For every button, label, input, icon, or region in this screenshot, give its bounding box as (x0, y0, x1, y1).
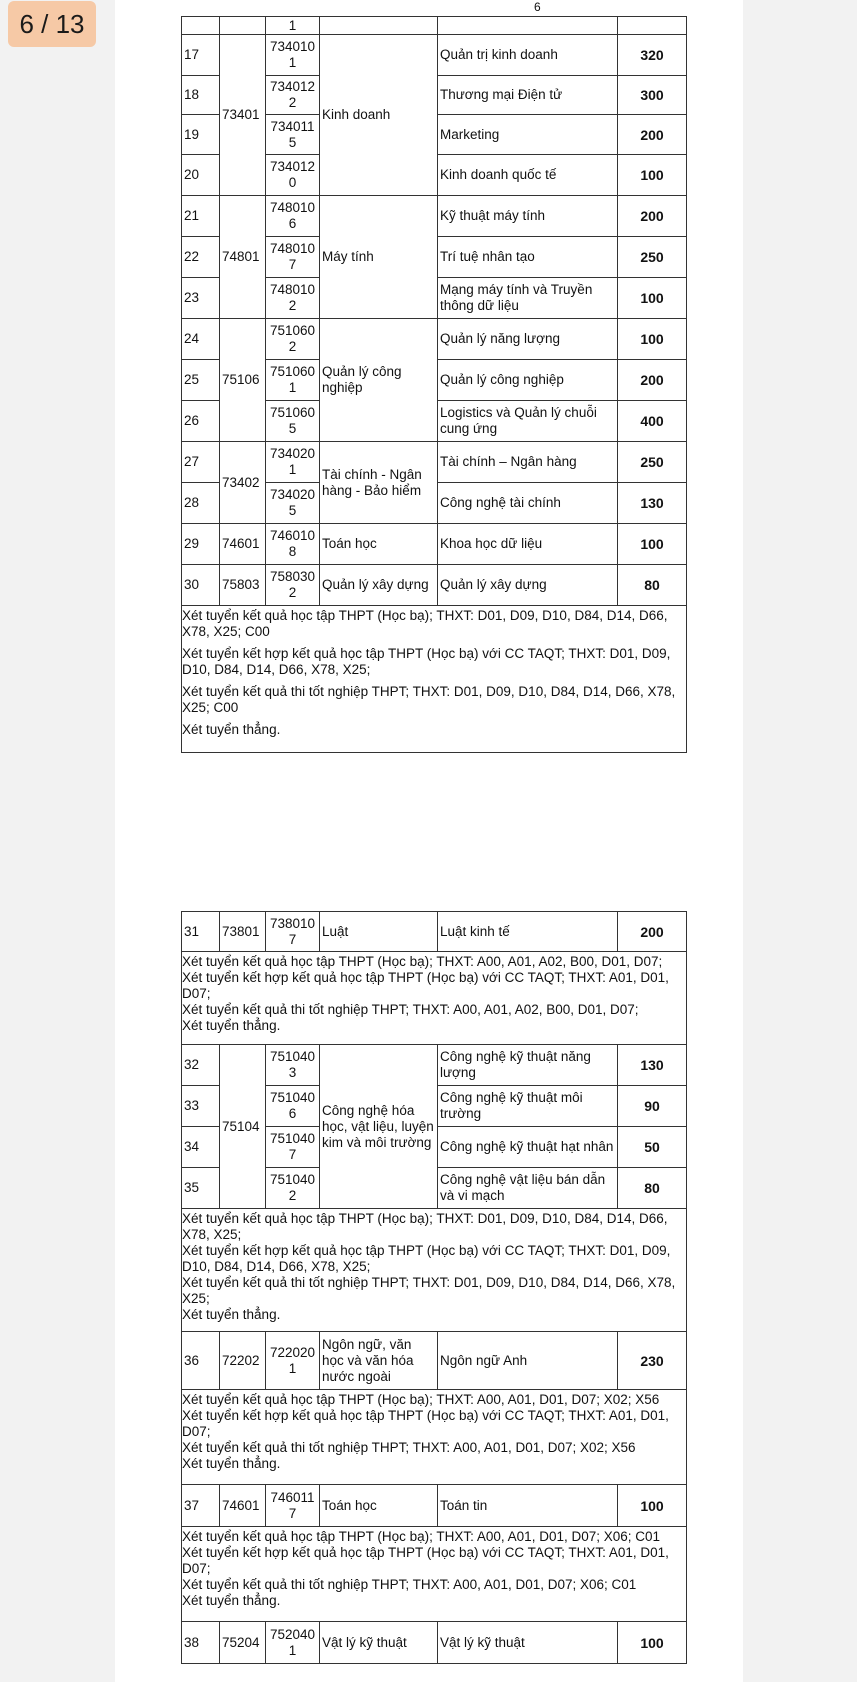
major-code: 746011 7 (266, 1485, 320, 1527)
program-name: Logistics và Quản lý chuỗi cung ứng (438, 401, 618, 442)
program-name: Kinh doanh quốc tế (438, 155, 618, 196)
major-code: 752040 1 (266, 1622, 320, 1664)
row-stt: 35 (182, 1168, 220, 1209)
program-name: Khoa học dữ liệu (438, 524, 618, 565)
program-name: Vật lý kỹ thuật (438, 1622, 618, 1664)
quota: 200 (618, 115, 687, 155)
quota: 400 (618, 401, 687, 442)
admission-methods-note: Xét tuyển kết quả học tập THPT (Học bạ); THXT: A00, A01, D01, D07; X06; C01 Xét tuyển kết hợp kết quả học tập THPT (Học bạ) với CC TAQT; THXT: A01, D01, D07; Xét tuyển kết quả thi tốt nghiệp THPT; THXT: A00, A01, D01, D07; X06; C01 Xét tuyển thẳng. (182, 1527, 687, 1622)
admission-methods-note: Xét tuyển kết quả học tập THPT (Học bạ); THXT: D01, D09, D10, D84, D14, D66, X78, X25; C00 Xét tuyển kết hợp kết quả học tập THPT (Học bạ) với CC TAQT; THXT: D01, D09, D10, D84, D14, D66, X78, X25; Xét tuyển kết quả thi tốt nghiệp THPT; THXT: D01, D09, D10, D84, D14, D66, X78, X25; C00 Xét tuyển thẳng. (182, 606, 687, 753)
document-page-7 (115, 850, 743, 1682)
major-code: 734020 1 (266, 442, 320, 483)
row-stt: 32 (182, 1045, 220, 1086)
group-name: Toán học (320, 1485, 438, 1527)
group-code: 74601 (220, 1485, 266, 1527)
row-stt: 18 (182, 76, 220, 115)
row-stt: 38 (182, 1622, 220, 1664)
major-code: 751040 6 (266, 1086, 320, 1127)
quota: 80 (618, 1168, 687, 1209)
row-stt: 20 (182, 155, 220, 196)
admission-methods-note: Xét tuyển kết quả học tập THPT (Học bạ); THXT: A00, A01, A02, B00, D01, D07; Xét tuyển kết hợp kết quả học tập THPT (Học bạ) với CC TAQT; THXT: A01, D01, D07; Xét tuyển kết quả thi tốt nghiệp THPT; THXT: A00, A01, A02, B00, D01, D07; Xét tuyển thẳng. (182, 952, 687, 1045)
row-stt: 29 (182, 524, 220, 565)
quota: 100 (618, 1622, 687, 1664)
admission-table-page-7 (181, 911, 687, 1664)
row-stt: 30 (182, 565, 220, 606)
quota: 100 (618, 278, 687, 319)
row-stt: 31 (182, 912, 220, 952)
group-code: 75104 (220, 1045, 266, 1209)
row-stt: 33 (182, 1086, 220, 1127)
group-name: Máy tính (320, 196, 438, 319)
major-code: 734012 2 (266, 76, 320, 115)
major-code: 751060 1 (266, 360, 320, 401)
row-stt: 25 (182, 360, 220, 401)
major-code: 746010 8 (266, 524, 320, 565)
major-code: 734011 5 (266, 115, 320, 155)
major-code: 734010 1 (266, 35, 320, 76)
row-stt: 17 (182, 35, 220, 76)
quota: 200 (618, 912, 687, 952)
group-name: Công nghệ hóa học, vật liệu, luyện kim và môi trường (320, 1045, 438, 1209)
major-code: 734020 5 (266, 483, 320, 524)
group-code: 75204 (220, 1622, 266, 1664)
quota: 130 (618, 1045, 687, 1086)
page-indicator: 6 / 13 (8, 1, 96, 47)
page-number: 6 (534, 0, 541, 14)
row-stt: 36 (182, 1332, 220, 1390)
quota: 250 (618, 237, 687, 278)
program-name: Quản lý năng lượng (438, 319, 618, 360)
quota: 50 (618, 1127, 687, 1168)
group-code: 72202 (220, 1332, 266, 1390)
group-code: 75803 (220, 565, 266, 606)
row-stt: 19 (182, 115, 220, 155)
major-code: 751040 7 (266, 1127, 320, 1168)
group-code: 73402 (220, 442, 266, 524)
quota: 200 (618, 196, 687, 237)
group-name: Kinh doanh (320, 35, 438, 196)
group-code: 74601 (220, 524, 266, 565)
quota: 250 (618, 442, 687, 483)
quota: 100 (618, 155, 687, 196)
group-code: 73801 (220, 912, 266, 952)
major-code: 751040 3 (266, 1045, 320, 1086)
major-code: 722020 1 (266, 1332, 320, 1390)
row-stt: 37 (182, 1485, 220, 1527)
major-code: 738010 7 (266, 912, 320, 952)
quota: 100 (618, 524, 687, 565)
row-stt: 28 (182, 483, 220, 524)
group-name: Vật lý kỹ thuật (320, 1622, 438, 1664)
quota: 90 (618, 1086, 687, 1127)
program-name: Quản lý xây dựng (438, 565, 618, 606)
quota: 230 (618, 1332, 687, 1390)
major-code: 748010 2 (266, 278, 320, 319)
program-name: Tài chính – Ngân hàng (438, 442, 618, 483)
group-name: Quản lý xây dựng (320, 565, 438, 606)
row-stt: 23 (182, 278, 220, 319)
major-code: 751040 2 (266, 1168, 320, 1209)
program-name: Luật kinh tế (438, 912, 618, 952)
group-name: Quản lý công nghiệp (320, 319, 438, 442)
quota: 100 (618, 319, 687, 360)
program-name: Công nghệ tài chính (438, 483, 618, 524)
program-name: Marketing (438, 115, 618, 155)
group-code: 75106 (220, 319, 266, 442)
quota: 80 (618, 565, 687, 606)
row-stt: 27 (182, 442, 220, 483)
row-stt: 34 (182, 1127, 220, 1168)
program-name: Công nghệ kỹ thuật môi trường (438, 1086, 618, 1127)
row-stt: 21 (182, 196, 220, 237)
admission-methods-note: Xét tuyển kết quả học tập THPT (Học bạ); THXT: D01, D09, D10, D84, D14, D66, X78, X25; Xét tuyển kết hợp kết quả học tập THPT (Học bạ) với CC TAQT; THXT: D01, D09, D10, D84, D14, D66, X78, X25; Xét tuyển kết quả thi tốt nghiệp THPT; THXT: D01, D09, D10, D84, D14, D66, X78, X25; Xét tuyển thẳng. (182, 1209, 687, 1332)
quota: 130 (618, 483, 687, 524)
program-name: Ngôn ngữ Anh (438, 1332, 618, 1390)
program-name: Công nghệ kỹ thuật hạt nhân (438, 1127, 618, 1168)
major-code: 751060 5 (266, 401, 320, 442)
group-code: 73401 (220, 35, 266, 196)
group-name: Ngôn ngữ, văn học và văn hóa nước ngoài (320, 1332, 438, 1390)
group-name: Toán học (320, 524, 438, 565)
program-name: Toán tin (438, 1485, 618, 1527)
program-name: Thương mại Điện tử (438, 76, 618, 115)
group-name: Luật (320, 912, 438, 952)
major-code: 734012 0 (266, 155, 320, 196)
code-fragment: 1 (266, 17, 320, 35)
program-name: Công nghệ vật liệu bán dẫn và vi mạch (438, 1168, 618, 1209)
document-page-6 (115, 0, 743, 850)
admission-methods-note: Xét tuyển kết quả học tập THPT (Học bạ); THXT: A00, A01, D01, D07; X02; X56 Xét tuyển kết hợp kết quả học tập THPT (Học bạ) với CC TAQT; THXT: A01, D01, D07; Xét tuyển kết quả thi tốt nghiệp THPT; THXT: A00, A01, D01, D07; X02; X56 Xét tuyển thẳng. (182, 1390, 687, 1485)
major-code: 748010 6 (266, 196, 320, 237)
quota: 320 (618, 35, 687, 76)
quota: 100 (618, 1485, 687, 1527)
program-name: Quản lý công nghiệp (438, 360, 618, 401)
admission-table-page-6 (181, 16, 687, 753)
program-name: Trí tuệ nhân tạo (438, 237, 618, 278)
group-name: Tài chính - Ngân hàng - Bảo hiểm (320, 442, 438, 524)
program-name: Quản trị kinh doanh (438, 35, 618, 76)
program-name: Kỹ thuật máy tính (438, 196, 618, 237)
row-stt: 26 (182, 401, 220, 442)
group-code: 74801 (220, 196, 266, 319)
quota: 300 (618, 76, 687, 115)
quota: 200 (618, 360, 687, 401)
row-stt: 22 (182, 237, 220, 278)
major-code: 758030 2 (266, 565, 320, 606)
major-code: 748010 7 (266, 237, 320, 278)
program-name: Công nghệ kỹ thuật năng lượng (438, 1045, 618, 1086)
program-name: Mạng máy tính và Truyền thông dữ liệu (438, 278, 618, 319)
major-code: 751060 2 (266, 319, 320, 360)
row-stt: 24 (182, 319, 220, 360)
